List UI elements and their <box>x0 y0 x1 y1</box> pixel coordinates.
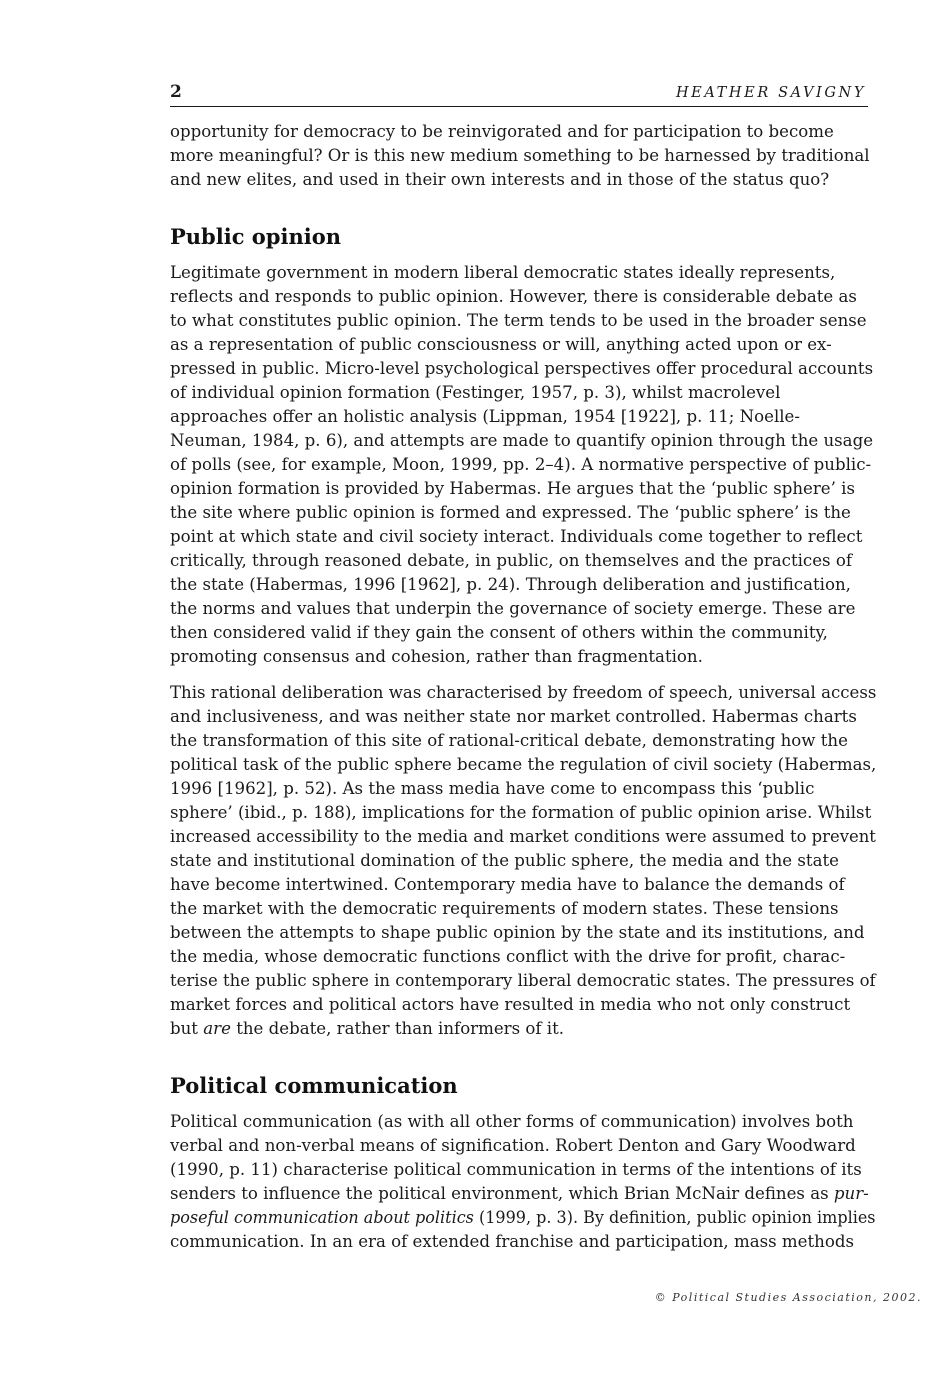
section-heading-political-communication: Political communication <box>170 1073 458 1098</box>
page-number: 2 <box>170 82 182 102</box>
section-heading-public-opinion: Public opinion <box>170 224 341 249</box>
text-line: approaches offer an holistic analysis (Lippman, 1954 [1922], p. 11; Noelle- <box>170 407 800 426</box>
text-line: promoting consensus and cohesion, rather than fragmentation. <box>170 647 703 666</box>
text-line: Neuman, 1984, p. 6), and attempts are made to quantify opinion through the usage <box>170 431 874 450</box>
article-body <box>170 120 876 1266</box>
text-run: the debate, rather than informers of it. <box>230 1019 565 1038</box>
text-line: terise the public sphere in contemporary liberal democratic states. The pressures of <box>170 971 876 990</box>
intro-paragraph <box>170 120 876 192</box>
political-communication-paragraph <box>170 1110 876 1254</box>
text-line: state and institutional domination of the public sphere, the media and the state <box>170 851 839 870</box>
text-line: market forces and political actors have resulted in media who not only construct <box>170 995 851 1014</box>
running-head-author: HEATHER SAVIGNY <box>675 85 866 101</box>
text-line: and new elites, and used in their own interests and in those of the status quo? <box>170 170 830 189</box>
text-line: the state (Habermas, 1996 [1962], p. 24). Through deliberation and justification, <box>170 575 851 594</box>
text-line: increased accessibility to the media and market conditions were assumed to prevent <box>170 827 876 846</box>
page-header <box>170 82 868 107</box>
text-line: the transformation of this site of rational-critical debate, demonstrating how the <box>170 731 848 750</box>
text-line: between the attempts to shape public opinion by the state and its institutions, and <box>170 923 865 942</box>
text-line: sphere’ (ibid., p. 188), implications for the formation of public opinion arise. Whilst <box>170 803 872 822</box>
text-line: of individual opinion formation (Festinger, 1957, p. 3), whilst macrolevel <box>170 383 781 402</box>
text-line: then considered valid if they gain the consent of others within the community, <box>170 623 828 642</box>
text-line <box>170 1206 876 1230</box>
text-run: senders to influence the political environment, which Brian McNair defines as <box>170 1184 834 1203</box>
text-line: of polls (see, for example, Moon, 1999, pp. 2–4). A normative perspective of public- <box>170 455 872 474</box>
emphasis-text: poseful communication about politics <box>170 1208 474 1227</box>
text-line: the market with the democratic requirements of modern states. These tensions <box>170 899 839 918</box>
text-line: 1996 [1962], p. 52). As the mass media have come to encompass this ‘public <box>170 779 815 798</box>
text-line: opinion formation is provided by Habermas. He argues that the ‘public sphere’ is <box>170 479 855 498</box>
text-line: communication. In an era of extended franchise and participation, mass methods <box>170 1232 854 1251</box>
text-line: more meaningful? Or is this new medium something to be harnessed by traditional <box>170 146 870 165</box>
text-line: verbal and non-verbal means of signification. Robert Denton and Gary Woodward <box>170 1136 856 1155</box>
text-line: have become intertwined. Contemporary media have to balance the demands of <box>170 875 845 894</box>
public-opinion-paragraph-1 <box>170 261 876 669</box>
text-line <box>170 1182 876 1206</box>
text-line: the norms and values that underpin the governance of society emerge. These are <box>170 599 856 618</box>
text-line: as a representation of public consciousness or will, anything acted upon or ex- <box>170 335 832 354</box>
text-line: pressed in public. Micro-level psychological perspectives offer procedural accounts <box>170 359 874 378</box>
text-line: reflects and responds to public opinion. However, there is considerable debate as <box>170 287 857 306</box>
text-line: Legitimate government in modern liberal democratic states ideally represents, <box>170 263 836 282</box>
text-run: but <box>170 1019 204 1038</box>
text-line: critically, through reasoned debate, in public, on themselves and the practices of <box>170 551 852 570</box>
text-run: (1999, p. 3). By definition, public opinion implies <box>473 1208 876 1227</box>
text-line: political task of the public sphere became the regulation of civil society (Habermas, <box>170 755 877 774</box>
text-line: the site where public opinion is formed and expressed. The ‘public sphere’ is the <box>170 503 851 522</box>
emphasis-text: are <box>203 1019 231 1038</box>
text-line: point at which state and civil society interact. Individuals come together to reflect <box>170 527 863 546</box>
text-line: the media, whose democratic functions conflict with the drive for profit, charac- <box>170 947 846 966</box>
text-line: opportunity for democracy to be reinvigorated and for participation to become <box>170 122 834 141</box>
text-line: to what constitutes public opinion. The term tends to be used in the broader sense <box>170 311 867 330</box>
text-line <box>170 1017 876 1041</box>
emphasis-text: pur- <box>833 1184 869 1203</box>
text-line: (1990, p. 11) characterise political communication in terms of the intentions of its <box>170 1160 862 1179</box>
text-line: This rational deliberation was characterised by freedom of speech, universal access <box>170 683 877 702</box>
text-line: and inclusiveness, and was neither state nor market controlled. Habermas charts <box>170 707 857 726</box>
text-line: Political communication (as with all other forms of communication) involves both <box>170 1112 854 1131</box>
copyright-footer: © Political Studies Association, 2002. <box>654 1291 922 1304</box>
public-opinion-paragraph-2 <box>170 681 876 1041</box>
